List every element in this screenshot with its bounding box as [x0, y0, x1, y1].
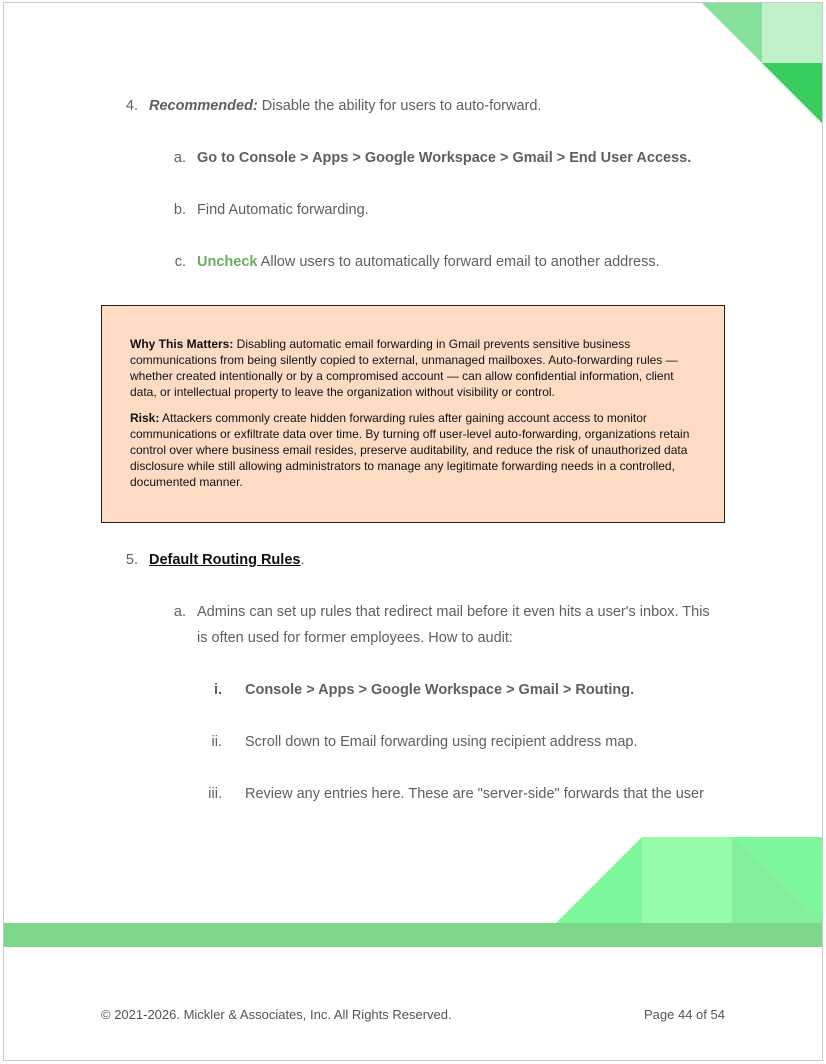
step-4a-marker: a.: [173, 150, 186, 166]
step-4c-text: [197, 249, 660, 275]
step-5-heading: Default Routing Rules: [149, 552, 301, 568]
step-5i-marker: i.: [213, 682, 222, 698]
deco-triangle-dark: [762, 63, 822, 123]
step-5i-text: Console > Apps > Google Workspace > Gmail > Routing.: [245, 682, 635, 698]
step-4-label: Recommended:: [149, 98, 258, 114]
step-4-text: [149, 93, 541, 119]
step-5a-marker: a.: [173, 604, 186, 620]
risk-paragraph: [130, 410, 696, 490]
step-5iii-text: Review any entries here. These are "server-side" forwards that the user: [245, 786, 704, 802]
step-4-number: 4.: [125, 98, 138, 114]
why-label: Why This Matters:: [130, 337, 234, 351]
footer-page-number: Page 44 of 54: [644, 1007, 725, 1022]
step-5-number: 5.: [125, 552, 138, 568]
step-4b-marker: b.: [173, 202, 186, 218]
step-5ii-text: Scroll down to Email forwarding using recipient address map.: [245, 734, 638, 750]
deco-footer-trapezoid: [556, 837, 822, 923]
step-5-text: [149, 547, 304, 573]
step-4b-text: Find Automatic forwarding.: [197, 202, 369, 218]
why-paragraph: [130, 336, 696, 400]
why-this-matters-callout: [101, 305, 725, 523]
step-5a-line2: is often used for former employees. How to audit:: [197, 630, 513, 646]
deco-footer-light-block: [642, 837, 732, 923]
step-4-body: Disable the ability for users to auto-forward.: [257, 98, 542, 114]
document-page: [3, 2, 823, 1061]
step-5a-line1: Admins can set up rules that redirect mail before it even hits a user's inbox. This: [197, 604, 710, 620]
footer-copyright: © 2021-2026. Mickler & Associates, Inc. All Rights Reserved.: [101, 1007, 452, 1022]
deco-square: [762, 3, 822, 63]
deco-footer-triangle: [732, 837, 822, 923]
step-5ii-marker: ii.: [211, 734, 222, 750]
footer-band: [4, 923, 822, 947]
step-4c-marker: c.: [174, 254, 186, 270]
step-5iii-marker: iii.: [208, 786, 222, 802]
risk-text: Attackers commonly create hidden forwarding rules after gaining account access to monitor communications or exfiltrate data over time. By turning off user-level auto-forwarding, organizations retain control over where business email resides, preserve auditability, and reduce the risk of unauthorized data disclosure while still allowing administrators to manage any legitimate forwarding needs in a controlled, documented manner.: [130, 411, 690, 489]
step-4a-text: Go to Console > Apps > Google Workspace > Gmail > End User Access.: [197, 150, 692, 166]
risk-label: Risk:: [130, 411, 160, 425]
uncheck-highlight: Uncheck: [197, 254, 258, 270]
why-text: Disabling automatic email forwarding in Gmail prevents sensitive business communications from being silently copied to external, unmanaged mailboxes. Auto-forwarding rules — whether created intentionally or by a compromised account — can allow confidential information, client data, or intellectual property to leave the organization without visibility or control.: [130, 337, 678, 399]
step-5-period: .: [300, 552, 305, 568]
step-4c-body: Allow users to automatically forward email to another address.: [257, 254, 660, 270]
